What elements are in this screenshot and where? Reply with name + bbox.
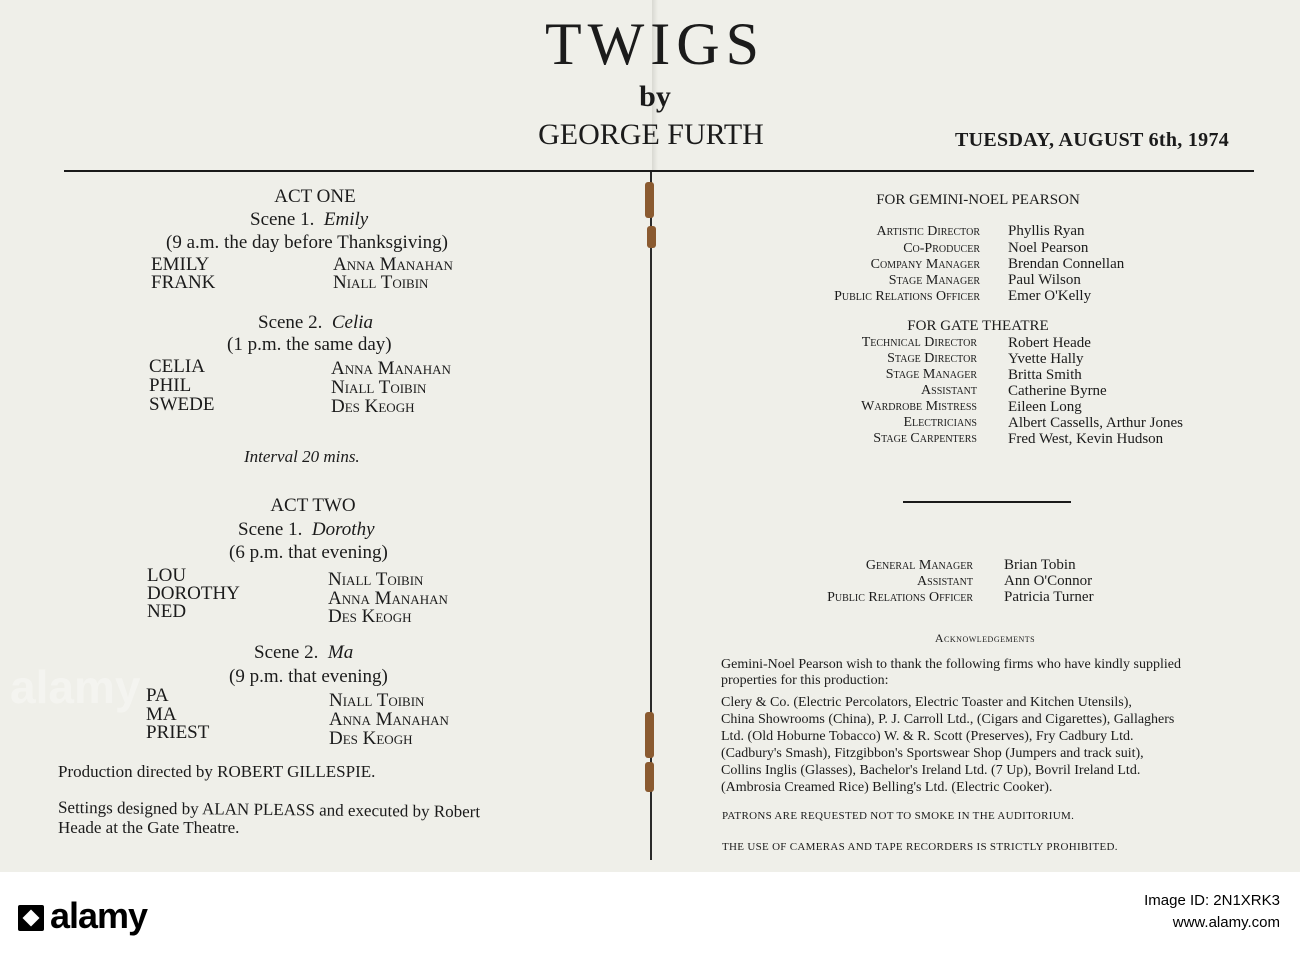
cast-role: PHIL: [149, 375, 192, 396]
cast-actor: Des Keogh: [329, 728, 413, 749]
staple-rust-bottom-2: [645, 762, 654, 792]
cast-actor: Anna Manahan: [329, 709, 449, 730]
cast-actor: Niall Toibin: [328, 569, 424, 590]
stock-footer: [0, 872, 1300, 961]
ack-line: Clery & Co. (Electric Percolators, Electric Toaster and Kitchen Utensils),: [721, 695, 1132, 710]
settings-credit-line-2: Heade at the Gate Theatre.: [58, 818, 240, 837]
cast-role: NED: [147, 601, 187, 622]
crew-role: Co-Producer: [903, 241, 980, 256]
gemini-heading: FOR GEMINI-NOEL PEARSON: [876, 192, 1080, 208]
act-two-heading: ACT TWO: [270, 495, 356, 516]
scene-time: (1 p.m. the same day): [227, 334, 392, 355]
scene-heading: [258, 312, 373, 334]
scene-time: (9 p.m. that evening): [229, 666, 388, 687]
scene-name: Dorothy: [311, 519, 375, 540]
cast-role: FRANK: [151, 272, 216, 293]
crew-name: Albert Cassells, Arthur Jones: [1008, 415, 1183, 431]
crew-role: Stage Manager: [885, 367, 977, 382]
cast-actor: Anna Manahan: [328, 588, 448, 609]
crew-name: Patricia Turner: [1004, 589, 1094, 605]
logo-text: alamy: [50, 895, 148, 936]
interval-note: Interval 20 mins.: [244, 447, 360, 466]
scene-time: (9 a.m. the day before Thanksgiving): [166, 232, 448, 253]
ack-line: Ltd. (Old Hoburne Tobacco) W. & R. Scott (Preserves), Fry Cadbury Ltd.: [721, 729, 1134, 744]
crew-name: Britta Smith: [1008, 367, 1082, 383]
image-id-line: Image ID: 2N1XRK3: [1144, 892, 1280, 909]
crew-role: Public Relations Officer: [834, 289, 980, 304]
cast-role: CELIA: [149, 356, 205, 377]
cast-actor: Anna Manahan: [331, 358, 451, 379]
cast-actor: Des Keogh: [331, 396, 415, 417]
ack-intro-line-2: properties for this production:: [721, 673, 889, 688]
gate-heading: FOR GATE THEATRE: [907, 318, 1049, 334]
scene-number: Scene 1.: [238, 519, 303, 540]
crew-name: Paul Wilson: [1008, 272, 1081, 288]
crew-role: Electricians: [903, 415, 977, 430]
cast-role: DOROTHY: [147, 583, 240, 604]
play-title: TWIGS: [545, 11, 765, 77]
scene-heading: [254, 642, 353, 664]
ack-line: China Showrooms (China), P. J. Carroll Ltd., (Cigars and Cigarettes), Gallaghers: [721, 712, 1175, 727]
crew-name: Robert Heade: [1008, 335, 1091, 351]
crew-role: Assistant: [917, 574, 973, 589]
cast-actor: Niall Toibin: [329, 690, 425, 711]
scene-name: Celia: [331, 312, 374, 333]
scene-name: Ma: [327, 642, 354, 663]
no-smoking-notice: PATRONS ARE REQUESTED NOT TO SMOKE IN THE AUDITORIUM.: [722, 810, 1075, 822]
cast-role: LOU: [147, 565, 187, 586]
staple-rust-top-2: [647, 226, 656, 248]
cast-role: PA: [146, 685, 169, 706]
performance-date: TUESDAY, AUGUST 6th, 1974: [955, 129, 1230, 151]
crew-name: Catherine Byrne: [1008, 383, 1107, 399]
scene-heading: [250, 209, 368, 231]
crew-name: Fred West, Kevin Hudson: [1008, 431, 1164, 447]
ack-line: (Ambrosia Creamed Rice) Belling's Ltd. (Electric Cooker).: [721, 780, 1053, 795]
scene-number: Scene 1.: [250, 209, 315, 230]
crew-name: Ann O'Connor: [1004, 573, 1093, 589]
cast-role: SWEDE: [149, 394, 215, 415]
no-cameras-notice: THE USE OF CAMERAS AND TAPE RECORDERS IS STRICTLY PROHIBITED.: [722, 841, 1118, 853]
cast-actor: Niall Toibin: [331, 377, 427, 398]
crew-name: Phyllis Ryan: [1008, 223, 1085, 239]
image-id: [1144, 890, 1280, 934]
cast-role: PRIEST: [146, 722, 210, 743]
crew-role: Stage Carpenters: [873, 431, 977, 446]
crew-role: Artistic Director: [876, 224, 980, 239]
crew-name: Yvette Hally: [1008, 351, 1084, 367]
section-divider: [903, 501, 1071, 503]
crew-role: Technical Director: [861, 335, 977, 350]
scene-heading: [238, 519, 375, 541]
crew-role: General Manager: [865, 558, 973, 573]
alamy-logo-icon: [18, 905, 44, 931]
cast-actor: Anna Manahan: [333, 254, 453, 275]
staple-rust-bottom: [645, 712, 654, 758]
scene-number: Scene 2.: [254, 642, 319, 663]
acknowledgements-heading: Acknowledgements: [934, 631, 1036, 645]
crew-name: Brendan Connellan: [1008, 256, 1125, 272]
crew-role: Assistant: [921, 383, 977, 398]
director-credit: Production directed by ROBERT GILLESPIE.: [58, 762, 376, 781]
scene-number: Scene 2.: [258, 312, 323, 333]
crew-role: Wardrobe Mistress: [861, 399, 977, 414]
ack-intro-line-1: Gemini-Noel Pearson wish to thank the following firms who have kindly supplied: [721, 657, 1181, 672]
staple-rust-top: [645, 182, 654, 218]
crew-role: Stage Manager: [888, 273, 980, 288]
header-rule: [64, 170, 1254, 172]
crew-name: Brian Tobin: [1004, 557, 1076, 573]
ack-line: (Cadbury's Smash), Fitzgibbon's Sportswear Shop (Jumpers and track suit),: [721, 746, 1144, 761]
settings-credit-line-1: Settings designed by ALAN PLEASS and executed by Robert: [57, 797, 481, 822]
by-line: by: [639, 80, 671, 113]
crew-name: Noel Pearson: [1008, 240, 1089, 256]
cast-actor: Niall Toibin: [333, 272, 429, 293]
ack-line: Collins Inglis (Glasses), Bachelor's Ireland Ltd. (7 Up), Bovril Ireland Ltd.: [721, 763, 1141, 778]
scene-time: (6 p.m. that evening): [229, 542, 388, 563]
act-one-heading: ACT ONE: [274, 186, 356, 207]
crew-role: Stage Director: [887, 351, 977, 366]
scene-name: Emily: [323, 209, 369, 230]
cast-role: EMILY: [151, 254, 210, 275]
crew-name: Eileen Long: [1008, 399, 1082, 415]
crew-name: Emer O'Kelly: [1008, 288, 1092, 304]
cast-role: MA: [146, 704, 177, 725]
site-url: www.alamy.com: [1172, 914, 1280, 931]
crew-role: Company Manager: [870, 257, 980, 272]
author-name: GEORGE FURTH: [538, 118, 764, 151]
cast-actor: Des Keogh: [328, 606, 412, 627]
watermark: alamy: [10, 661, 141, 713]
stock-logo: [18, 895, 147, 937]
crew-role: Public Relations Officer: [827, 590, 973, 605]
